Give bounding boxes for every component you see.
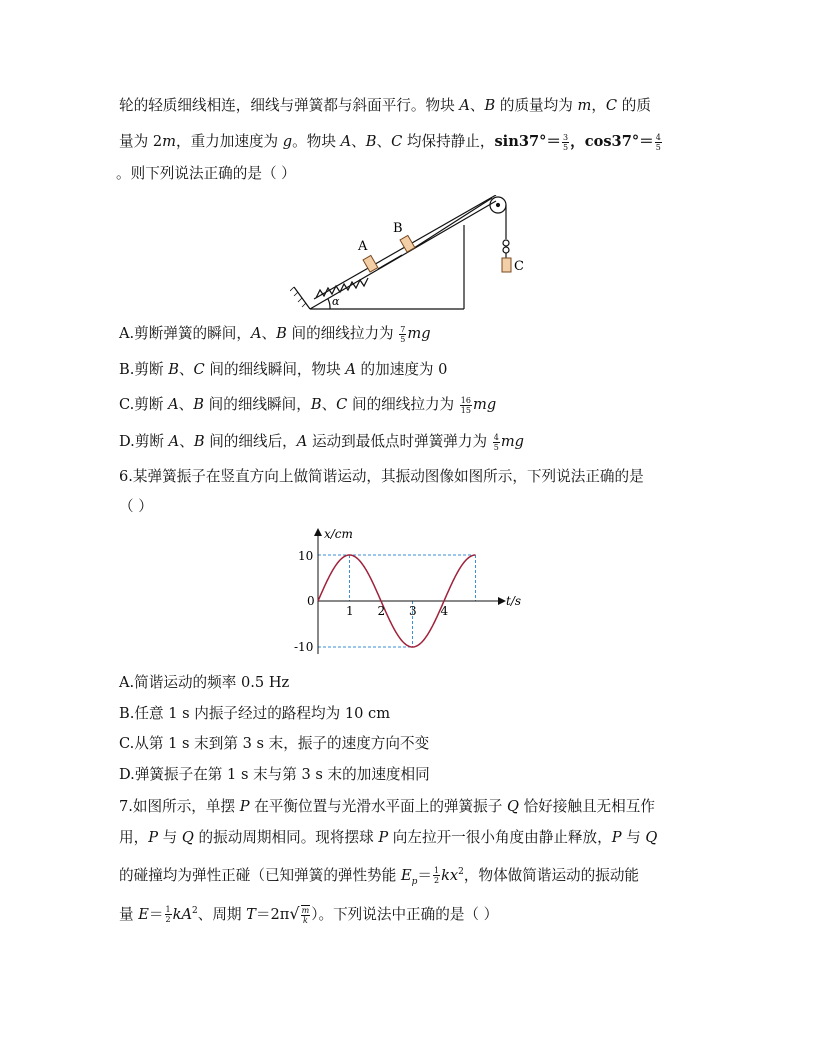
oscillation-chart — [290, 524, 530, 664]
q7-line3: 的碰撞均为弹性正碰（已知弹簧的弹性势能 $E_p=$ $\frac{1}{2}$ $kx^2$，物体做简谐运动的振动能 — [119, 866, 640, 887]
x-tick-2: 2 — [377, 604, 386, 618]
q5-option-d[interactable]: D.剪断 A、B 间的细线后，A 运动到最低点时弹簧弹力为 $\frac{4}{5}$ mg — [119, 432, 525, 452]
q6-option-b[interactable]: B.任意 1 s 内振子经过的路程均为 10 cm — [119, 705, 391, 722]
y-tick-10: 10 — [298, 549, 314, 563]
q5-line3: 。则下列说法正确的是（ ） — [116, 165, 296, 182]
x-tick-4: 4 — [440, 604, 449, 618]
block-c — [502, 258, 511, 272]
y-axis-label: x/cm — [324, 527, 353, 541]
y-tick-neg10: -10 — [294, 640, 314, 654]
q5-option-c[interactable]: C.剪断 A、B 间的细线瞬间，B、C 间的细线拉力为 $\frac{16}{15}$ mg — [119, 395, 497, 415]
origin-label: 0 — [307, 594, 315, 608]
q7-line1: 7.如图所示，单摆 P 在平衡位置与光滑水平面上的弹簧振子 Q 恰好接触且无相互作 — [119, 798, 655, 815]
spring — [316, 278, 368, 298]
q5-line1: 轮的轻质细线相连，细线与弹簧都与斜面平行。物块 A、B 的质量均为 m，C 的质 — [119, 97, 651, 114]
label-a: A — [358, 239, 368, 254]
q5-line2: 量为 2m，重力加速度为 g。物块 A、B、C 均保持静止，sin37°＝ $\frac{3}{5}$ ，cos37°＝ $\frac{4}{5}$ — [119, 132, 661, 152]
angle-arc — [328, 299, 330, 309]
q7-line2: 用，P 与 Q 的振动周期相同。现将摆球 P 向左拉开一很小角度由静止释放，P 与 Q — [119, 829, 658, 846]
frac-4-5: $\frac{4}{5}$ — [655, 132, 661, 152]
x-axis-label: t/s — [506, 594, 522, 608]
x-tick-3: 3 — [409, 604, 417, 618]
q5-option-a[interactable]: A.剪断弹簧的瞬间，A、B 间的细线拉力为 $\frac{7}{5}$ mg — [119, 324, 431, 344]
incline-surface — [310, 201, 496, 309]
q6-option-a[interactable]: A.简谐运动的频率 0.5 Hz — [119, 674, 290, 691]
incline-figure — [290, 195, 530, 313]
q6-option-d[interactable]: D.弹簧振子在第 1 s 末与第 3 s 末的加速度相同 — [119, 766, 430, 783]
frac-3-5: $\frac{3}{5}$ — [563, 132, 569, 152]
label-c: C — [514, 259, 524, 274]
q6-stem-2: （ ） — [119, 498, 153, 515]
q7-line4: 量 E＝ $\frac{1}{2}$ $kA^2$、周期 T＝2π√ $\frac{m}{k}$ ）。下列说法中正确的是（ ） — [119, 903, 499, 925]
label-alpha: α — [332, 295, 340, 308]
q6-stem-1: 6.某弹簧振子在竖直方向上做简谐运动，其振动图像如图所示，下列说法正确的是 — [119, 468, 644, 485]
q6-option-c[interactable]: C.从第 1 s 末到第 3 s 末，振子的速度方向不变 — [119, 735, 430, 752]
label-b: B — [393, 221, 403, 236]
x-tick-1: 1 — [346, 604, 354, 618]
q5-option-b[interactable]: B.剪断 B、C 间的细线瞬间，物块 A 的加速度为 0 — [119, 361, 448, 378]
